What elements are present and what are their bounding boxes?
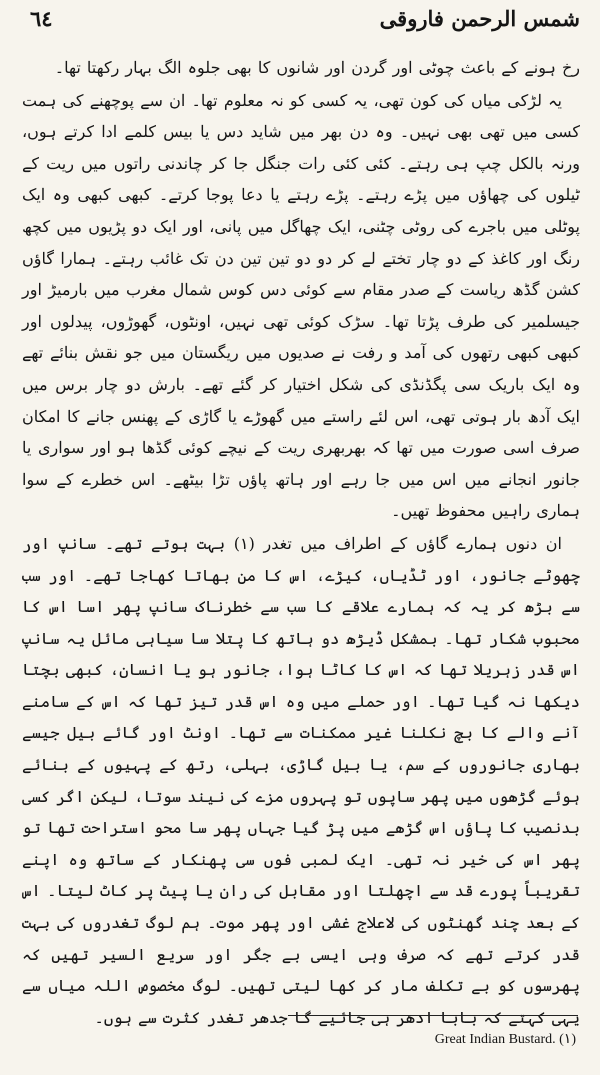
author-name: شمس الرحمن فاروقی [379, 6, 580, 31]
paragraph-1: رخ ہونے کے باعث چوٹی اور گردن اور شانوں کا بھی جلوہ الگ بہار رکھتا تھا۔ [54, 58, 580, 77]
page-header [20, 4, 580, 44]
footnote: Great Indian Bustard. (۱) [434, 1032, 576, 1047]
page-number: ٦٤ [30, 6, 53, 31]
paragraph-3: ان دنوں ہمارے گاؤں کے اطراف میں تغدر (۱) بہت ہوتے تھے۔ سانپ اور چھوٹے جانور، اور ٹڈیاں، کیڑے، اس کا من بھاتا کھاجا تھے۔ اور سب سے بڑھ کر یہ کہ ہمارے علاقے کا سب سے خطرناک سانپ پھر اسا اس کا محبوب شکار تھا۔ بمشکل ڈیڑھ دو ہاتھ کا پتلا سا سیاہی مائل یہ سانپ اس قدر زہریلا تھا کہ اس کا کاٹا ہوا، جانور ہو یا انسان، کبھی بچتا دیکھا نہ گیا تھا۔ اور حملے میں وہ اس قدر تیز تھا کہ اس کے سامنے آنے والے کا بچ نکلنا غیر ممکنات سے تھا۔ اونٹ اور گائے بیل جیسے بھاری جانوروں کے سم، یا بیل گاڑی، بہلی، رتھ کے پہیوں کے بنائے ہوئے گڑھوں میں پھر ساپوں تو پہروں مزے کی نیند سوتا، لیکن اگر کسی بدنصیب کا پاؤں اس گڑھے میں پڑ گیا جہاں پھر سا محو استراحت تھا تو پھر اس کی خیر نہ تھی۔ ایک لمبی فوں سی پھنکار کے ساتھ وہ اپنے تقریباً پورے قد سے اچھلتا اور مقابل کی ران یا پیٹ پر کاٹ لیتا۔ اس کے بعد چند گھنٹوں کی لاعلاج غشی اور پھر موت۔ ہم لوگ تغدروں کی بہت قدر کرتے تھے کہ صرف وہی ایسی بے جگر اور سریع السیر تھیں کہ پھرسوں کو بے تکلف مار کر کھا لیتی تھیں۔ لوگ مخصوص اللہ میاں سے یہی کہتے کہ بابا ادھر ہی جائیے گا جدھر تغدر کثرت سے ہوں۔ [22, 533, 580, 1027]
main-text [22, 52, 580, 1033]
footnote-divider [288, 1015, 578, 1016]
paragraph-2: یہ لڑکی میاں کی کون تھی، یہ کسی کو نہ معلوم تھا۔ ان سے پوچھنے کی ہمت کسی میں تھی بھی نہیں۔ وہ دن بھر میں شاید دس یا بیس کلمے ادا کرتے ہوں، ورنہ بالکل چپ ہی رہتے۔ کئی کئی رات جنگل جا کر چاندنی راتوں میں ریت کے ٹیلوں کی چھاؤں میں پڑے رہتے۔ پڑے رہتے یا دعا پوجا کرتے۔ کبھی کبھی وہ ایک پوٹلی میں باجرے کی روٹی چٹنی، ایک چھاگل میں پانی، اور ایک دو پڑیوں میں کچھ رنگ اور کاغذ کے دو چار تختے لے کر دو دو تین تین دن تک غائب رہتے۔ ہمارا گاؤں کشن گڈھ ریاست کے صدر مقام سے کوئی دس کوس شمال مغرب میں بارمیڑ اور جیسلمیر کی طرف پڑتا تھا۔ سڑک کوئی تھی نہیں، اونٹوں، گھوڑوں، پیدلوں اور کبھی کبھی رتھوں کی آمد و رفت نے صدیوں میں ریگستان میں جو نقش بنائے تھے وہ ایک باریک سی پگڈنڈی کی شکل اختیار کر گئے تھے۔ بارش دو چار برس میں ایک آدھ بار ہوتی تھی، اس لئے راستے میں گھوڑے یا گاڑی کے پھنس جانے کا امکان صرف اسی صورت میں تھا کہ بھربھری ریت کے نیچے کوئی گڈھا ہو اور سواری یا جانور انجانے میں اس میں جا رہے اور ہاتھ پاؤں تڑا بیٹھے۔ اس خطرے کے سوا ہماری راہیں محفوظ تھیں۔ [22, 90, 580, 521]
